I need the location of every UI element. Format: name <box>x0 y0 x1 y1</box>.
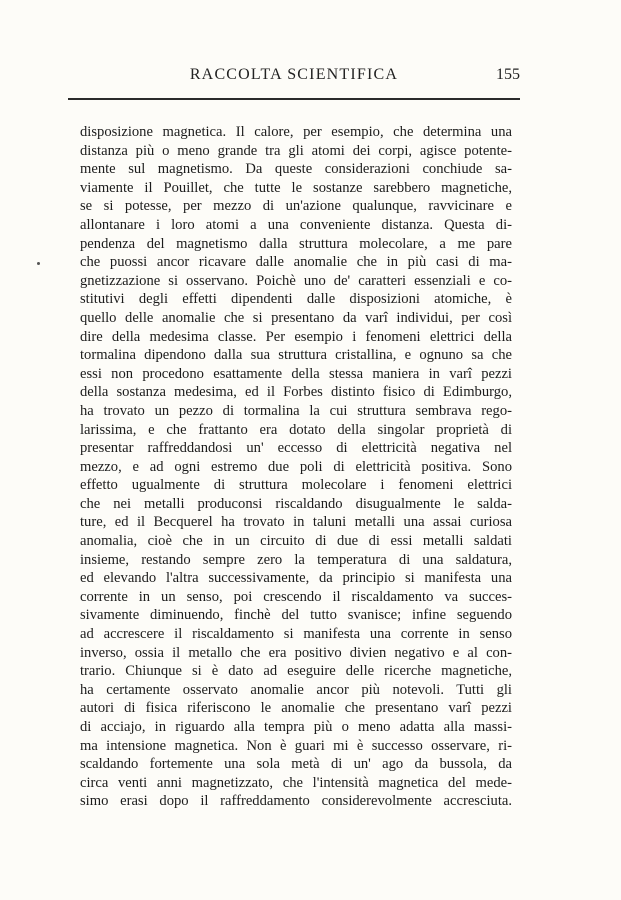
running-head <box>68 62 520 90</box>
text-line: insieme, restando sempre zero la temperatura di una saldatura, <box>80 551 512 568</box>
text-line: ed elevando l'altra successivamente, da principio si manifesta una <box>80 570 512 587</box>
text-line: della sostanza medesima, ed il Forbes distinto fisico di Edimburgo, <box>80 384 512 401</box>
text-line: gnetizzazione si osservano. Poichè uno de' caratteri essenziali e co- <box>80 272 512 289</box>
text-line: ad accrescere il riscaldamento si manifesta una corrente in senso <box>80 626 512 643</box>
body-text <box>80 123 512 811</box>
text-line: ma intensione magnetica. Non è guari mi è successo osservare, ri- <box>80 737 512 754</box>
text-line: disposizione magnetica. Il calore, per esempio, che determina una <box>80 124 512 140</box>
text-line: sivamente diminuendo, finchè del tutto svanisce; infine seguendo <box>80 607 512 624</box>
text-line: allontanare i loro atomi a una conveniente distanza. Questa di- <box>80 216 512 233</box>
running-title: RACCOLTA SCIENTIFICA <box>189 66 399 83</box>
text-line: corrente in un senso, poi crescendo il riscaldamento va succes- <box>80 588 512 605</box>
page-number: 155 <box>496 66 520 83</box>
text-line: che nei metalli produconsi riscaldando disugualmente le salda- <box>80 495 512 512</box>
text-line: anomalia, cioè che in un circuito di due di essi metalli saldati <box>80 533 512 550</box>
text-line: ha certamente osservato anomalie ancor più notevoli. Tutti gli <box>80 681 512 698</box>
text-line: scaldando fortemente una sola metà di un' ago da bussola, da <box>80 756 512 773</box>
text-line: circa venti anni magnetizzato, che l'intensità magnetica del mede- <box>80 774 512 791</box>
text-line: autori di fisica riferiscono le anomalie che presentano varî pezzi <box>80 700 512 717</box>
text-line: viamente il Pouillet, che tutte le sostanze sarebbero magnetiche, <box>80 179 512 196</box>
text-line: mezzo, e ad ogni estremo due poli di elettricità positiva. Sono <box>80 458 512 475</box>
text-line: trario. Chiunque si è dato ad eseguire delle ricerche magnetiche, <box>80 663 512 680</box>
text-line: mente sul magnetismo. Da queste considerazioni conchiude sa- <box>80 161 512 178</box>
text-line: larissima, e che frattanto era dotato della singolar proprietà di <box>80 421 512 438</box>
text-line: ture, ed il Becquerel ha trovato in taluni metalli una assai curiosa <box>80 514 512 531</box>
text-line: presentar raffreddandosi un' eccesso di elettricità negativa nel <box>80 440 512 457</box>
text-line: che puossi ancor ricavare dalle anomalie che in più casi di ma- <box>80 254 512 271</box>
text-line: stitutivi degli effetti dipendenti dalle disposizioni atomiche, è <box>80 291 512 308</box>
text-line: simo erasi dopo il raffreddamento considerevolmente accresciuta. <box>80 793 512 810</box>
text-line: distanza più o meno grande tra gli atomi dei corpi, agisce potente- <box>80 142 512 159</box>
text-line: se si potesse, per mezzo di un'azione qualunque, ravvicinare e <box>80 198 512 215</box>
text-line: dire della medesima classe. Per esempio i fenomeni elettrici della <box>80 328 512 345</box>
text-line: di acciajo, in riguardo alla tempra più o meno adatta alla massi- <box>80 719 512 735</box>
text-line: ha trovato un pezzo di tormalina la cui struttura sembrava rego- <box>80 402 512 419</box>
text-line: pendenza del magnetismo dalla struttura molecolare, a me pare <box>80 235 512 252</box>
text-line: inverso, ossia il metallo che era positivo divien negativo e al con- <box>80 644 512 661</box>
text-line: tormalina dipendono dalla sua struttura cristallina, e ognuno sa che <box>80 347 512 364</box>
text-line: quello delle anomalie che si presentano da varî individui, per così <box>80 309 512 326</box>
text-line: essi non procedono esattamente della stessa maniera in varî pezzi <box>80 365 512 382</box>
header-rule <box>68 98 520 100</box>
margin-speck <box>37 262 40 265</box>
text-line: effetto ugualmente di struttura molecolare i fenomeni elettrici <box>80 477 512 494</box>
